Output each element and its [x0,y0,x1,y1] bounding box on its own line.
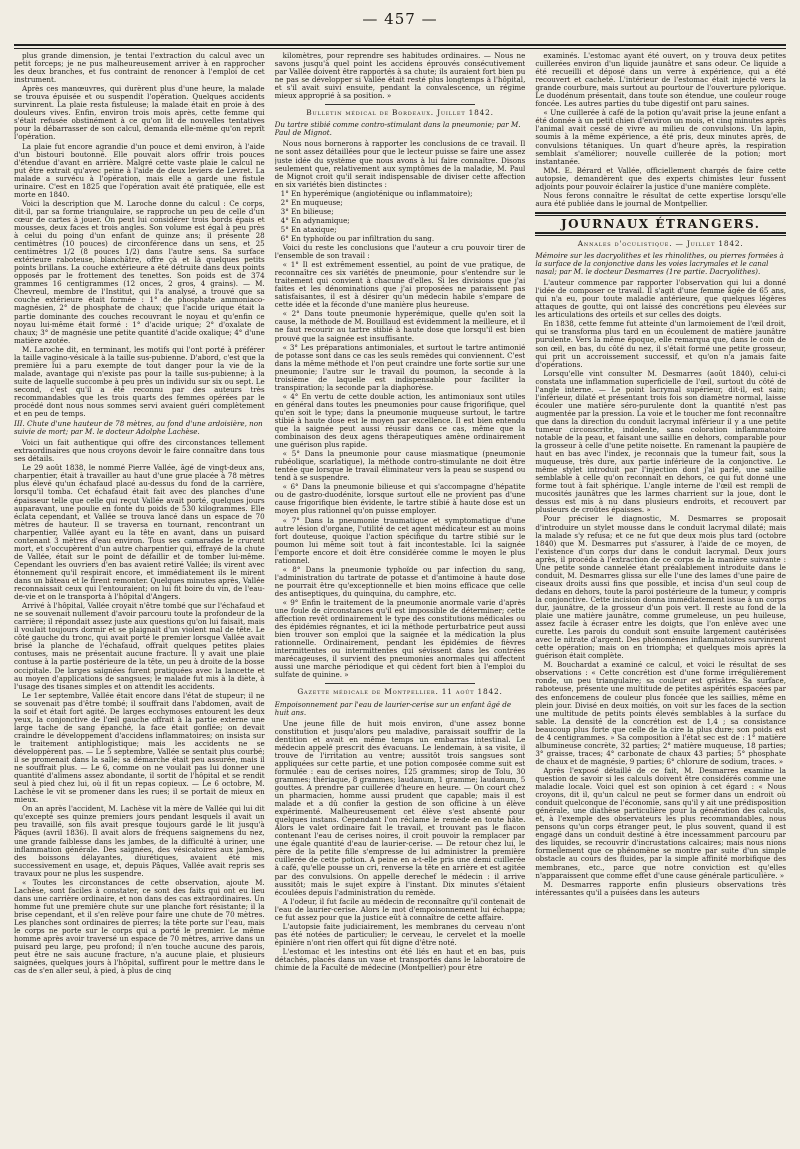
list-item: 5° En ataxique; [280,224,337,234]
section-rule [535,212,786,216]
journal-section-title: Gazette médicale de Montpellier. 11 août 1842. [297,687,503,697]
paragraph: Voici un fait authentique qui offre des circonstances tellement extraordinaires que nous croyons devoir le faire connaître dans tous ses détails. [14,438,265,464]
paragraph: « 9° Enfin le traitement de la pneumonie anormale varie d'après une foule de circonstances qu'il est impossible de déterminer; cette affection revêt ordinairement le type des constitutions médicales ou des épidémies régnantes, et ici la méthode perturbatrice peut aussi bien trouver son emploi que la saignée et la médication la plus rationnelle. Ordinairement, pendant les épidémies de fièvres intermittentes ou intermittentes qui sévissent dans les contrées marécageuses, il survient des pneumonies anormales qui affectent aussi une marche périodique et qui cèdent fort bien à l'emploi du sulfate de quinine. » [274,598,526,680]
list-item: 3° En bilieuse; [280,206,334,216]
paragraph: MM. E. Bérard et Vallée, officiellement chargés de faire cette autopsie, demandèrent que des experts chimistes leur fussent adjoints pour pouvoir éclairer la justice d'une manière complète. [535,165,787,191]
header-rule-thin [14,48,786,49]
paragraph: « 1° Il est extrêmement essentiel, au point de vue pratique, de reconnaître ces six variétés de pneumonie, pour s'entendre sur le traitement qui convient à chacune d'elles. Si les divisions que j'ai faites et les dénominations que j'ai proposées ne paraissent pas satisfaisantes, il est à désirer qu'un médecin habile s'empare de cette idée et la féconde d'une manière plus heureuse. [274,260,526,310]
article-title: Empoisonnement par l'eau de laurier-cerise sur un enfant âgé de huit ans. [274,699,512,717]
list-item: 6° En typhoïde ou par infiltration du sang. [280,233,435,243]
paragraph: « 6° Dans la pneumonie bilieuse et qui s'accompagne d'hépatite ou de gastro-duodénite, lorsque surtout elle ne provient pas d'une cause frigorifique bien évidente, le tartre stibié à haute dose est un moyen plus rationnel qu'on puisse employer. [274,482,526,516]
header-rule [14,44,786,46]
page-number: — 457 — [362,10,438,28]
section-divider [325,683,475,684]
paragraph: « 2° Dans toute pneumonie hyperémique, quelle qu'en soit la cause, la méthode de M. Bouillaud est évidemment la meilleure, et il ne faut recourir au tartre stibié à haute dose que lorsqu'il est bien prouvé que la saignée est insuffisante. [274,309,526,343]
paragraph: En 1838, cette femme fut atteinte d'un larmoiement de l'œil droit, qui se transforma plus tard en un écoulement de matière jaunâtre purulente. Vers la même époque, elle remarqua que, dans le coin de son œil, en bas, du côté du nez, il s'était formé une petite grosseur, qui prit un accroissement successif, et qu'on n'a jamais faite d'opérations. [535,319,787,369]
article-title: Du tartre stibié comme contro-stimulant dans la pneumonie; par M. Paul de Mignot. [274,120,521,138]
paragraph: Après l'exposé détaillé de ce fait, M. Desmarres examine la question de savoir si les calculs doivent être considérés comme une maladie locale. Voici quel est son opinion à cet égard : « Nous croyons, dit il, qu'un calcul ne peut se former dans un endroit où conduit quelconque de l'économie, sans qu'il y ait une prédisposition générale, une diathèse particulière pour la génération des calculs, et, à l'exemple des observateurs les plus recommandables, nous pensons qu'un corps étranger peut, le plus souvent, quand il est engagé dans un conduit destiné à être incessamment parcouru par des liquides, se recouvrir d'incrustations calcaires; mais nous nions formellement que ce phénomène se montre par suite d'un simple obstacle au cours des fluides, par la simple affinité morbifique des membranes, etc., parce que notre conviction est qu'elles n'apparaissent que comme effet d'une cause générale particulière. » [535,765,787,880]
list-item: 1° En hyperémique (angioténique ou inflammatoire); [280,188,473,198]
paragraph: « Une cuillerée à café de la potion qu'avait prise la jeune enfant a été donnée à un petit chien d'environ un mois, et cinq minutes après l'animal avait cessé de vivre au milieu de convulsions. Un lapin, soumis à la même expérience, a été pris, deux minutes après, de convulsions tétaniques. Un quart d'heure après, la respiration semblait s'améliorer; nouvelle cuillerée de la potion; mort instantanée. [535,108,787,166]
journal-section-title: Bulletin médical de Bordeaux. Juillet 1842. [306,108,494,118]
section-divider [325,104,475,105]
paragraph: Voici du reste les conclusions que l'auteur a cru pouvoir tirer de l'ensemble de son travail : [274,242,526,261]
paragraph: La plaie fut encore agrandie d'un pouce et demi environ, à l'aide d'un bistouri boutonné. Elle pouvait alors offrir trois pouces d'étendue d'avant en arrière. Malgré cette vaste plaie le calcul ne put être extrait qu'avec peine à l'aide de deux leviers de Levret. La malade a survécu à l'opération, mais elle a garde une fistule urinaire. C'est en 1825 que l'opération avait été pratiquée, elle est morte en 1840. [14,141,265,199]
paragraph: examinés. L'estomac ayant été ouvert, on y trouva deux petites cuillerées environ d'un liquide jaunâtre et sans odeur. Ce liquide a été recueilli et déposé dans un verre à expérience, qui a été recouvert et cacheté. L'intérieur de l'estomac était injecté vers la grande courbure, mais surtout au pourtour de l'ouverture pylorique. Le duodénum présentait, dans toute son étendue, une couleur rouge foncée. Les autres parties du tube digestif ont paru saines. [535,52,787,109]
paragraph: « 3° Les préparations antimoniales, et surtout le tartre antimonié de potasse sont dans ce cas les seuls remèdes qui conviennent. C'est dans la même méthode et l'on peut craindre une forte sortie sur une pneumonie; l'autre sur le travail du poumon, la seconde à la troisième de laquelle est indispensable pour faciliter la transpiration; la seconde par la diaphorèse. [274,342,526,392]
paragraph: Le 1er septembre, Vallée était encore dans l'état de stupeur; il ne se souvenait pas d'être tombé; il souffrait dans l'abdomen, avait de la soif et était fort agité. De larges ecchymoses entourent les deux yeux, la conjonctive de l'œil gauche offrait à la partie externe une large tache de sang épanché, la face était gonflée; on devait craindre le développement d'accidens inflammatoires; on insista sur le traitement antiphlogistique; mais les accidents ne se développèrent pas. — Le 5 septembre, Vallée se sentait plus courbé; il se promenait dans la salle; sa démarche était peu assurée, mais il ne souffrait plus. — Le 6, comme on ne voulait pas lui donner une quantité d'alimens assez abondante, il sortit de l'hôpital et se rendit seul à pied chez lui, où il fit un repas copieux. — Le 6 octobre, M. Lachèse le vit se promener dans les rues; il se portait de mieux en mieux. [14,690,265,805]
paragraph: Voici la description que M. Laroche donne du calcul : Ce corps, dit-il, par sa forme triangulaire, se rapproche un peu de celle d'un cœur de cartes à jouer. On peut lui considérer trois bords épais et mousses, deux faces et trois angles. Son volume est égal à peu près à celui du poing d'un enfant de quinze ans; il présente 28 centimètres (10 pouces) de circonférence dans un sens, et 25 centimètres 1/2 (8 pouces 1/2) dans l'autre sens. Sa surface extérieure raboteuse, blanchâtre, offre çà et là quelques petits points brillans. La couche extérieure a été détruite dans deux points opposés par le frottement des tenettes. Son poids est de 374 grammes 16 centigrammes (12 onces, 2 gros, 4 grains). — M. Chevreul, membre de l'Institut, qui l'a analysé, a trouvé que sa couche extérieure était formée : 1° de phosphate ammoniaco-magnésien, 2° de phosphate de chaux; que l'acide urique était la partie dominante des couches recouvrant le noyau et qu'enfin ce noyau lui-même était formé : 1° d'acide urique; 2° d'oxalate de chaux; 3° de magnésie une petite quantité d'acide oxalique; 4° d'une matière azotée. [14,198,265,345]
paragraph: « 8° Dans la pneumonie typhoïde ou par infection du sang, l'administration du tartrate de potasse et d'antimoine à haute dose ne pourrait être qu'exceptionnelle et bien moins efficace que celle des antiseptiques, du quinquina, du camphre, etc. [274,564,526,598]
paragraph: Arrivé à l'hôpital, Vallée croyait n'être tombé que sur l'échafaud et ne se souvenait nullement d'avoir parcouru toute la profondeur de la carrière; il répondait assez juste aux questions qu'on lui faisait, mais il voulait toujours dormir et se plaignait d'un violent mal de tête. Le côté gauche du tronc, qui avait porté le premier lorsque Vallée avait brisé la planche de l'échafaud, offrait quelques petites plaies contuses, mais ne présentait aucune fracture. Il y avait une plaie contuse à la partie postérieure de la tête, un peu à droite de la bosse occipitale. De larges saignées furent pratiquées avec la lancette et au moyen d'applications de sangsues; le malade fut mis à la diète, à l'usage des tisanes simples et on attendit les accidents. [14,601,265,691]
section-rule [535,232,786,236]
column-left [14,52,265,1137]
paragraph: « 4° En vertu de cette double action, les antimoniaux sont utiles en général dans toutes les pneumonies pour cause frigorifique, quel qu'en soit le type; dans la pneumonie muqueuse surtout, le tartre stibié à haute dose est le moyen par excellence. Il est bien entendu que la saignée peut aussi réussir dans ce cas, même que la combinaison des deux agens thérapeutiques amène ordinairement une guérison plus rapide. [274,391,526,450]
paragraph: Après ces manœuvres, qui durèrent plus d'une heure, la malade se trouva épuisée et ou suspendit l'opération. Quelques accidents survinrent. La plaie resta fistuleuse; la malade était en proie à des douleurs vives. Enfin, environ trois mois après, cette femme qui s'était refusée obstinément à ce qu'on lit de nouvelles tentatives pour la débarrasser de son calcul, demanda elle-même qu'on reprît l'opération. [14,84,265,142]
journal-section-title: Annales d'oculistique. — Juillet 1842. [577,238,744,248]
paragraph: plus grande dimension, je tentai l'extraction du calcul avec un petit forceps; je ne pus malheureusement arriver à en rapprocher les deux branches, et fus contraint de renoncer à l'emploi de cet instrument. [14,52,265,85]
paragraph: L'auteur commence par rapporter l'observation qui lui a donné l'idée de composer ce travail. Il s'agit d'une femme âgée de 65 ans, qui n'a eu, pour toute maladie antérieure, que quelques légères attaques de goutte, qui ont laissé des concrétions peu élevées sur les articulations des orteils et sur celles des doigts. [535,278,787,320]
paragraph: Lorsqu'elle vint consulter M. Desmarres (août 1840), celui-ci constata une inflammation superficielle de l'œil, surtout du côté de l'angle interne. — Le point lacrymal supérieur, dit-il, est sain; l'inférieur, dilaté et présentant trois fois son diamètre normal, laisse écouler une matière séro-purulente dont la quantité n'est pas augmentée par la pression. La voie et le toucher me font reconnaître que dans la direction du conduit lacrymal inférieur il y a une petite tumeur circonscrite, indolente, sans coloration inflammatoire notable de la peau, et faisant une saillie en dehors, comparable pour la grosseur à celle d'une petite noisette. En ramenant la paupière de haut en bas avec l'index, je reconnais que la tumeur fait, sous la muqueuse, très dure, aux partie inférieure de la conjonctive. Le même stylet introduit par l'injection dont j'ai parlé, une saillie semblable à celle qu'on reconnaît en dehors, ce qui fut donné une forme tout à fait sphérique. L'angle interne de l'œil est rempli de mucosités jaunâtres que les larmes charrient sur la joue, dont le dessus est mis à nu dans plusieurs endroits, et recouvert par plusieurs de croûtes épaisses. » [535,368,787,515]
paragraph: « 5° Dans la pneumonie pour cause miasmatique (pneumonie rubéolique, scarlatique), la méthode contro-stimulante ne doit être tentée que lorsque le travail éliminateur vers la peau se suspend ou tend à se suspendre. [274,449,526,483]
paragraph: Pour préciser le diagnostic, M. Desmarres se proposait d'introduire un stylet mousse dans le conduit lacrymal dilaté; mais la malade s'y refusa; et ce ne fut que deux mois plus tard (octobre 1840) que M. Desmarres put s'assurer, à l'aide de ce moyen, de l'existence d'un corps dur dans le conduit lacrymal. Deux jours après, il procéda à l'extraction de ce corps de la manière suivante : Une petite sonde cannelée étant préalablement introduite dans le conduit, M. Desmarres glissa sur elle l'une des lames d'une paire de ciseaux droits aussi fins que possible, et incisa d'un seul coup de dedans en dehors, toute la paroi postérieure de la tumeur, y compris la conjonctive. Cette incision donna immédiatement issue à un corps dur, jaunâtre, de la grosseur d'un pois vert. Il reste au fond de la plaie une matière jaunâtre, comme grumeleuse, un peu huileuse, assez facile à écraser entre les doigts, que l'on enlève avec une curette. Les parois du conduit sont ensuite largement cautérisées avec le nitrate d'argent. Des phénomènes inflammatoires survinrent cette opération; mais on en triompha; et quelques mois après la guérison était complète. [535,514,787,661]
column-middle [275,52,526,1137]
article-title: Mémoire sur les dacryolithes et les rhinolithes, ou pierres formées à la surface de la conjonctive dans les voies lacrymales et le canal nasal; par M. le docteur Desmarres (1re partie. Dacryolithes). [535,250,784,277]
paragraph: L'estomac et les intestins ont été liés en haut et en bas, puis détachés, placés dans un vase et transportés dans le laboratoire de chimie de la Faculté de médecine (Montpellier) pour être [274,946,526,973]
paragraph: L'autopsie faite judiciairement, les membranes du cerveau n'ont pas été notées de particulier; le cerveau, le cervelet et la moelle épinière n'ont rien offert qui fût digne d'être noté. [274,921,526,947]
paragraph: Le 29 août 1838, le nommé Pierre Vallée, âgé de vingt-deux ans, charpentier, était à travailler au haut d'une grue placée à 78 mètres plus élevé qu'un échafaud placé au-dessus du fond de la carrière, lorsqu'il tomba. Cet échafaud était fait avec des planches d'une épaisseur telle que celle qui reçut Vallée avait porté, quelques jours auparavant, une poulie en fonte du poids de 530 kilogrammes. Elle éclata cependant, et Vallée se trouva lancé dans un espace de 70 mètres de hauteur. Il se traversa en tournant, rencontrant un charpentier, Vallée ayant eu la tête en avant, dans un puisard contenant 3 mètres d'eau environ. Tous ses camarades le crurent mort, et s'occupèrent d'un autre charpentier qui, effrayé de la chute de Vallée, était sur le point de défaillir et de tomber lui-même. Cependant les ouvriers d'en bas avaient retiré Vallée; ils virent avec étonnement qu'il respirait encore, et immédiatement ils le mirent dans un bâteau et le firent remonter. Quelques minutes après, Vallée reconnaissait ceux qui l'entouraient; on lui fit boire du vin, de l'eau-de-vie et on le transporta à l'hôpital d'Angers. [14,463,265,602]
paragraph: « 7° Dans la pneumonie traumatique et symptomatique d'une autre lésion d'organe, l'utilité de cet agent médicateur est au moins fort douteuse, quoique l'action spécifique du tartre stibié sur le poumon lui même soit tout à fait incontestable. Ici la saignée l'emporte encore et doit être considérée comme le moyen le plus rationnel. [274,515,526,565]
column-right [535,52,786,1137]
paragraph: Nous nous bornerons à rapporter les conclusions de ce travail. Il ne sont assez détaillées pour que le lecteur puisse se faire une assez juste idée du système que nous avons à lui faire connaître. Disons seulement que, relativement aux symptômes de la maladie, M. Paul de Mignot croit qu'il serait indispensable de diviser cette affection en six variétés bien distinctes : [274,139,526,189]
paragraph: kilomètres, pour reprendre ses habitudes ordinaires. — Nous ne savons jusqu'à quel point les accidens éprouvés consécutivement par Vallée doivent être rapportés à sa chute; ils auraient fort bien pu ne pas se développer si Vallée était resté plus longtemps à l'hôpital, et s'il avait suivi ensuite, pendant la convalescence, un régime mieux approprié à sa position. » [274,52,526,101]
paragraph: Nous ferons connaître le résultat de cette expertise lorsqu'elle aura été publiée dans le journal de Montpellier. [535,190,787,208]
section-heading: JOURNAUX ÉTRANGERS. [560,216,761,231]
list-item: 4° En adynamique; [280,215,350,225]
paragraph: On an après l'accident, M. Lachèse vit la mère de Vallée qui lui dit qu'excepté ses quinze premiers jours pendant lesquels il avait un peu travaillé, son fils avait presque toujours gardé le lit jusqu'à Pâques (avril 1836). Il avait alors de fréquens saignemens du nez, une grande faiblesse dans les jambes, de la difficulté à uriner, une inflammation générale. Des saignées, des vésicatoires aux jambes, des boissons délayantes, diurétiques, avaient été mis successivement en usage, et, depuis Pâques, Vallée avait repris ses travaux pour ne plus les suspendre. [14,804,265,878]
columns [14,52,786,1137]
article-title: III. Chute d'une hauteur de 78 mètres, au fond d'une ardoisière, non suivie de mort; par M. le docteur Adolphe Lachèse. [14,419,263,437]
list-item: 2° En muqueuse; [280,197,343,207]
paragraph: M. Bouchardat a examiné ce calcul, et voici le résultat de ses observations : « Cette concrétion est d'une forme irrégulièrement ronde, un peu triangulaire; sa couleur est grisâtre. Sa surface, raboteuse, présente une multitude de petites aspérités espacées par des enfoncemens de couleur plus foncée que les saillies, même en plein jour. Divisé en deux moitiés, on voit sur les faces de la section une multitude de petits points élevés semblables à la surface du sable. La densité de la concrétion est de 1,4 ; sa consistance beaucoup plus forte que celle de la cire la plus dure; son poids est de 4 centigrammes. » Sa composition à l'état sec est de : 1° matière albumineuse concrète, 32 parties; 2° matière muqueuse, 18 parties; 3° graisse, traces; 4° carbonate de chaux 43 parties; 5° phosphate de chaux et de magnésie, 9 parties; 6° chlorure de sodium, traces. » [535,660,787,766]
paragraph: M. Desmarres rapporte enfin plusieurs observations très intéressantes qu'il a puisées dans les auteurs [535,879,787,897]
paragraph: Une jeune fille de huit mois environ, d'une assez bonne constitution et jusqu'alors peu maladive, paraissait souffrir de la dentition et avait en même temps un embarras intestinal. Le médecin appelé prescrit des évacuans. Le lendemain, à sa visite, il trouve de l'irritation au ventre; aussitôt trois sangsues sont appliquées sur cette partie, et une potion composée comme suit est formulée : eau de cerises noires, 125 grammes; sirop de Tolu, 30 grammes; thériaque, 8 grammes; laudanum, 1 gramme; laudanum, 5 gouttes. A prendre par cuillerée d'heure en heure. — On court chez un pharmacien, homme aussi prudent que capable; mais il est malade et a dû confier la gestion de son officine à un élève expérimenté. Malheureusement cet élève s'est absenté pour quelques instans. Cependant l'on réclame le remède en toute hâte. Alors le valet ordinaire fait le travail, et trouvant pas le flacon contenant l'eau de cerises noires, il croit pouvoir la remplacer par une égale quantité d'eau de laurier-cerise. — De retour chez lui, le père de la petite fille s'empresse de lui administrer la première cuillerée de cette potion. A peine en a-t-elle pris une demi cuillerée à café, qu'elle pousse un cri, renverse la tête en arrière et est agitée par des convulsions. On appelle derechef le médecin : il arrive aussitôt; mais le sujet expire à l'instant. Dix minutes s'étaient écoulées depuis l'administration du remède. [274,718,526,897]
paragraph: A l'odeur, il fut facile au médecin de reconnaître qu'il contenait de l'eau de laurier-cerise. Alors le mot d'empoisonnement lui échappa; ce fut assez pour que la justice eût à connaître de cette affaire. [274,896,526,922]
paragraph: « Toutes les circonstances de cette observation, ajoute M. Lachèse, sont faciles à constater, ce sont des faits qui ont eu lieu dans une carrière ordinaire, et non dans des cas extraordinaires. Un homme fut une première chute sur une planche fort résistante; il la brise cependant, et il s'en relève pour faire une chute de 70 mètres. Les planches sont ordinaires de pierres; la tête porte sur l'eau, mais le corps ne porte sur le corps qui a porté le premier. Le même homme après avoir traversé un espace de 70 mètres, arrive dans un puisard peu large, peu profond; il n'en touche aucune des parois, peut être ne sais aucune fracture, n'a aucune plaie, et plusieurs saignées, quelques jours à l'hôpital, suffirent pour le mettre dans le cas de s'en aller seul, à pied, à plus de cinq [14,877,265,976]
paragraph: M. Laroche dit, en terminant, les motifs qui l'ont porté à préférer la taille vagino-vésicale à la taille sus-pubienne. D'abord, c'est que la première lui a paru exempte de tout danger pour la vie de la malade, avantage qui n'existe pas pour la taille sus-pubienne; à la suite de laquelle succombe à peu près un individu sur six ou sept. Le second, c'est qu'il a été reconnu par des auteurs très recommandables que les trois quarts des femmes opérées par le procédé dont nous nous sommes servi avaient guéri complètement et en peu de temps. [14,344,265,419]
